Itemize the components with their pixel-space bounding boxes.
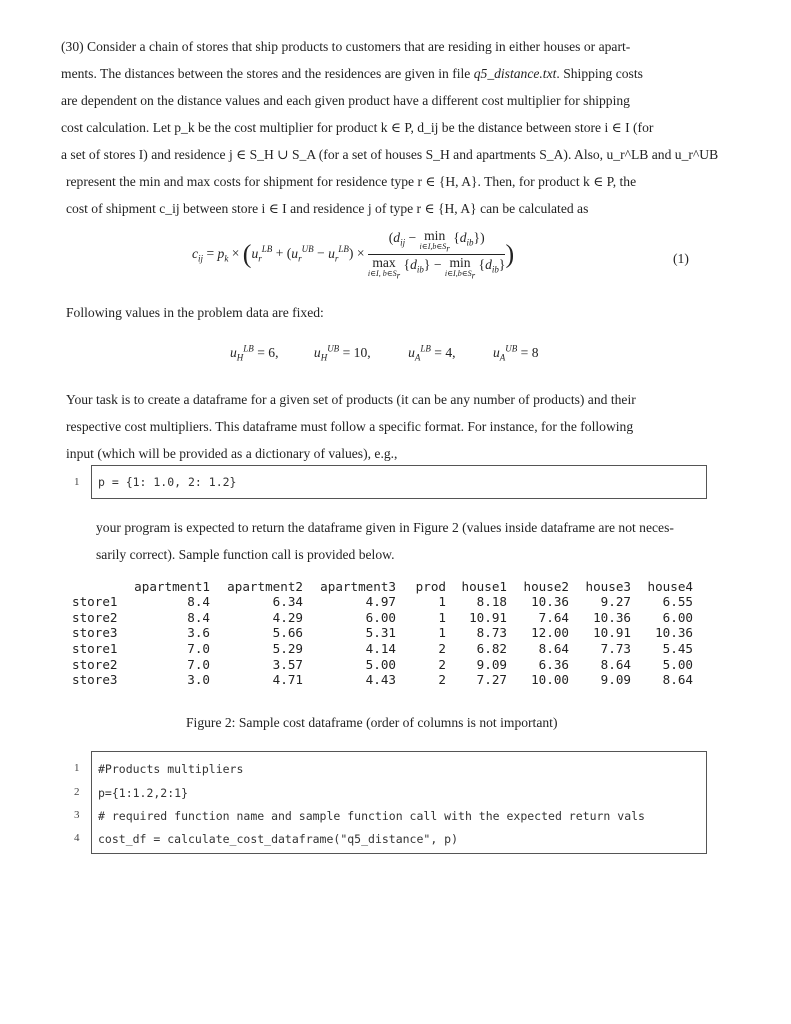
table-cell: 1 [438,594,446,610]
table-cell: 7.27 [476,672,507,688]
column-header: apartment1 [134,578,210,594]
task-line-3: input (which will be provided as a dictionary of values), e.g., [66,446,398,461]
table-cell: 8.64 [662,672,693,688]
task-line-2: respective cost multipliers. This dataframe must follow a specific format. For instance, for the following [66,419,634,434]
intro-line-2: ments. The distances between the stores and the residences are given in file q5_distance.txt. Shipping costs [61,66,643,81]
equation-fraction: ($d_{ij} - \min$ $i\in I,b\in S_r$ $\{d_{ib}\}$) max i∈I, $b\in S_r$ $\{d_{ib}\} - \min$ $i\in I,b\in S_r$ $\{d_{ib}\}$ [367,228,506,281]
intro-line-4: cost calculation. Let p_k be the cost multiplier for product k ∈ P, d_ij be the distance between store i ∈ I (for [61,120,654,135]
table-cell: 4.43 [365,672,396,688]
dataframe-header-row [72,578,693,594]
code1-text: p = {1: 1.0, 2: 1.2} [98,475,237,489]
table-cell: 1 [438,609,446,625]
code2-line-3: # required function name and sample function call with the expected return vals [98,809,645,823]
sample-dataframe [72,578,693,688]
intro-line-7: cost of shipment c_ij between store i ∈ I and residence j of type r ∈ {H, A} can be calculated as [66,201,589,216]
table-cell: 10.36 [655,625,693,641]
column-header: apartment2 [227,578,303,594]
code-block-dict [91,465,707,499]
figure-caption: Figure 2: Sample cost dataframe (order of columns is not important) [186,715,558,730]
expected-line-2: sarily correct). Sample function call is provided below. [96,547,395,562]
code2-line-2: p={1:1.2,2:1} [98,786,189,800]
table-cell: 5.45 [662,641,693,657]
table-cell: 8.64 [600,656,631,672]
table-cell: 10.36 [531,594,569,610]
table-cell: 7.0 [187,656,210,672]
table-cell: 7.73 [600,641,631,657]
intro-paragraph [61,33,719,222]
row-index: store2 [72,656,118,672]
row-index: store1 [72,594,118,610]
table-cell: 4.14 [365,641,396,657]
equation-number: (1) [673,251,689,266]
table-cell: 3.0 [187,672,210,688]
table-cell: 7.64 [538,609,569,625]
table-cell: 3.6 [187,625,210,641]
table-cell: 9.09 [476,656,507,672]
code2-line-1: #Products multipliers [98,762,244,776]
table-row [72,672,693,688]
table-cell: 8.4 [187,594,210,610]
column-header: house3 [585,578,631,594]
table-cell: 6.34 [272,594,303,610]
table-cell: 5.66 [272,625,303,641]
column-header: house1 [461,578,507,594]
table-row [72,656,693,672]
table-cell: 8.18 [476,594,507,610]
cost-equation: $c_{ij} = p_k \times (u_r^{LB} + (u_r^{UB} - u_r^{LB})$ × ($d_{ij} - \min$ $i\in I,b\in S_r$ $\{d_{ib}\}$) max i∈I, $b\in S_r$ $\{d_{ib}\} - \min$ $i\in I,b\in S_r$ $\{d_{ib}\}$ ) [192,228,515,281]
intro-line-1: (30) Consider a chain of stores that ship products to customers that are residing in either houses or apart- [61,39,631,54]
table-cell: 2 [438,641,446,657]
code2-line-number: 1 [74,762,80,774]
code1-line-number: 1 [74,476,80,488]
table-row [72,610,693,626]
code2-line-4: cost_df = calculate_cost_dataframe("q5_distance", p) [98,832,459,846]
task-line-1: Your task is to create a dataframe for a given set of products (it can be any number of products) and their [66,392,636,407]
table-cell: 6.55 [662,594,693,610]
row-index: store1 [72,641,118,657]
table-cell: 2 [438,656,446,672]
column-header [72,578,134,594]
table-cell: 10.91 [593,625,631,641]
table-cell: 3.57 [272,656,303,672]
column-header: house4 [647,578,693,594]
table-cell: 5.00 [662,656,693,672]
table-cell: 7.0 [187,641,210,657]
table-cell: 6.82 [476,641,507,657]
task-paragraph [66,386,706,467]
intro-line-5: a set of stores I) and residence j ∈ S_H ∪ S_A (for a set of houses S_H and apartments S_A). Also, u_r^LB and u_r^UB [61,147,719,162]
table-cell: 5.31 [365,625,396,641]
table-cell: 6.00 [662,609,693,625]
row-index: store2 [72,609,118,625]
expected-paragraph [96,514,706,568]
table-cell: 10.00 [531,672,569,688]
table-row [72,641,693,657]
table-cell: 4.97 [365,594,396,610]
table-cell: 2 [438,672,446,688]
table-cell: 5.00 [365,656,396,672]
table-cell: 9.27 [600,594,631,610]
table-cell: 4.29 [272,609,303,625]
table-cell: 12.00 [531,625,569,641]
table-cell: 10.91 [469,609,507,625]
code-block-function-call [91,751,707,854]
table-row [72,594,693,610]
row-index: store3 [72,672,118,688]
column-header: prod [415,578,446,594]
table-row [72,625,693,641]
table-cell: 8.64 [538,641,569,657]
table-cell: 6.36 [538,656,569,672]
table-cell: 4.71 [272,672,303,688]
fixed-values-heading: Following values in the problem data are fixed: [66,305,324,320]
column-header: apartment3 [320,578,396,594]
intro-line-6: represent the min and max costs for shipment for residence type r ∈ {H, A}. Then, for product k ∈ P, the [66,174,637,189]
filename: q5_distance.txt [473,66,557,81]
table-cell: 5.29 [272,641,303,657]
row-index: store3 [72,625,118,641]
code2-line-number: 3 [74,809,80,821]
code2-line-number: 2 [74,786,80,798]
table-cell: 9.09 [600,672,631,688]
table-cell: 1 [438,625,446,641]
table-cell: 8.4 [187,609,210,625]
intro-line-3: are dependent on the distance values and each given product have a different cost multiplier for shipping [61,93,630,108]
table-cell: 6.00 [365,609,396,625]
expected-line-1: your program is expected to return the dataframe given in Figure 2 (values inside dataframe are not neces- [96,520,674,535]
table-cell: 10.36 [593,609,631,625]
column-header: house2 [523,578,569,594]
table-cell: 8.73 [476,625,507,641]
fixed-values-equation: $u_H^{LB} = 6$, $u_H^{UB} = 10$, $u_A^{LB} = 4$, $u_A^{UB} = 8$ [230,343,539,363]
code2-line-number: 4 [74,832,80,844]
